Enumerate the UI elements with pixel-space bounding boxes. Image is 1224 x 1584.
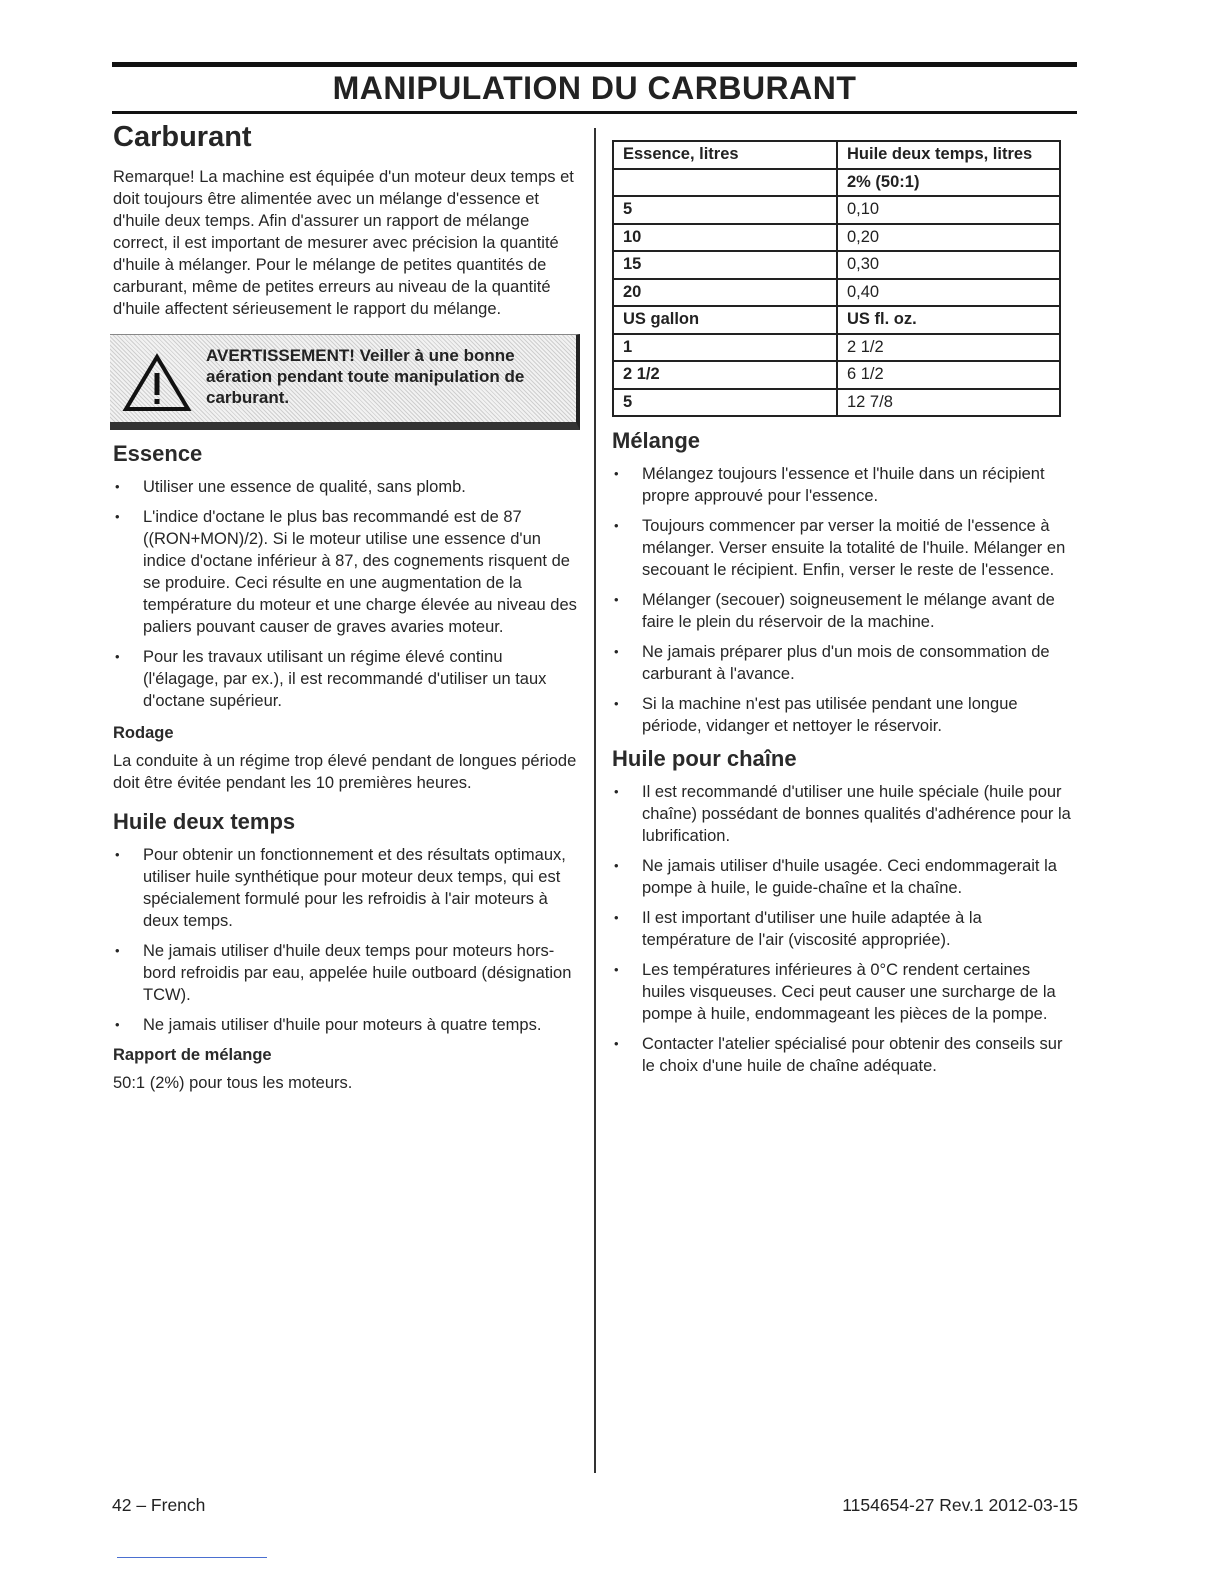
table-row xyxy=(613,389,1060,417)
table-cell: 0,10 xyxy=(837,196,1060,224)
list-item: • Contacter l'atelier spécialisé pour obtenir des conseils sur le choix d'une huile de chaîne adéquate. xyxy=(612,1033,1074,1077)
list-item: • Toujours commencer par verser la moitié de l'essence à mélanger. Verser ensuite la totalité de l'huile. Mélanger en secouant le récipient. Enfin, verser le reste de l'essence. xyxy=(612,515,1074,581)
table-cell: 6 1/2 xyxy=(837,361,1060,389)
table-cell: 2 1/2 xyxy=(837,334,1060,362)
section-title-essence: Essence xyxy=(113,441,203,466)
table-row xyxy=(613,251,1060,279)
table-row xyxy=(613,196,1060,224)
table-row xyxy=(613,306,1060,334)
section-title-rodage: Rodage xyxy=(113,724,174,742)
warning-text: AVERTISSEMENT! Veiller à une bonne aération pendant toute manipulation de carburant. xyxy=(206,346,525,407)
huile-list xyxy=(113,844,578,1036)
column-divider xyxy=(594,128,596,1473)
table-row xyxy=(613,224,1060,252)
chaine-list xyxy=(612,781,1074,1077)
mix-table xyxy=(612,140,1061,417)
section-title-melange: Mélange xyxy=(612,428,701,453)
list-item: • Ne jamais utiliser d'huile pour moteurs à quatre temps. xyxy=(113,1014,578,1036)
right-column xyxy=(612,140,1074,1085)
header-rule-bottom xyxy=(112,111,1077,114)
list-item: • L'indice d'octane le plus bas recommandé est de 87 ((RON+MON)/2). Si le moteur utilise une essence d'un indice d'octane inférieur à 87, des cognements risquent de se produire. Ceci résulte en une augmentation de la température du moteur et une charge élevée au niveau des paliers pouvant causer de graves avaries moteur. xyxy=(113,506,578,638)
table-cell: 1 xyxy=(613,334,837,362)
page-number: 42 – French xyxy=(112,1495,206,1515)
list-item: • Utiliser une essence de qualité, sans plomb. xyxy=(113,476,578,498)
table-cell: 12 7/8 xyxy=(837,389,1060,417)
list-item: • Ne jamais utiliser d'huile usagée. Ceci endommagerait la pompe à huile, le guide-chaîne et la chaîne. xyxy=(612,855,1074,899)
table-cell: 15 xyxy=(613,251,837,279)
table-cell: 5 xyxy=(613,196,837,224)
table-cell: 2% (50:1) xyxy=(837,169,1060,197)
rapport-paragraph: 50:1 (2%) pour tous les moteurs. xyxy=(113,1074,353,1092)
rodage-paragraph: La conduite à un régime trop élevé pendant de longues période doit être évitée pendant les 10 premières heures. xyxy=(113,752,577,792)
table-cell: 5 xyxy=(613,389,837,417)
table-cell: US gallon xyxy=(613,306,837,334)
list-item: • Il est important d'utiliser une huile adaptée à la température de l'air (viscosité appropriée). xyxy=(612,907,1074,951)
section-title-carburant: Carburant xyxy=(113,121,252,153)
table-cell: US fl. oz. xyxy=(837,306,1060,334)
table-row xyxy=(613,279,1060,307)
table-cell: 10 xyxy=(613,224,837,252)
document-id: 1154654-27 Rev.1 2012-03-15 xyxy=(842,1495,1078,1515)
table-cell: 2 1/2 xyxy=(613,361,837,389)
table-cell: 0,30 xyxy=(837,251,1060,279)
list-item: • Ne jamais utiliser d'huile deux temps pour moteurs hors-bord refroidis par eau, appelée huile outboard (désignation TCW). xyxy=(113,940,578,1006)
list-item: • Pour les travaux utilisant un régime élevé continu (l'élagage, par ex.), il est recommandé d'utiliser un taux d'octane supérieur. xyxy=(113,646,578,712)
page-title: MANIPULATION DU CARBURANT xyxy=(332,70,857,106)
table-row xyxy=(613,169,1060,197)
section-title-rapport: Rapport de mélange xyxy=(113,1046,272,1064)
table-cell: 0,40 xyxy=(837,279,1060,307)
table-cell: Essence, litres xyxy=(613,141,837,169)
list-item: • Pour obtenir un fonctionnement et des résultats optimaux, utiliser huile synthétique pour moteur deux temps, qui est spécialement formulé pour les refroidis à l'air moteurs à deux temps. xyxy=(113,844,578,932)
intro-paragraph: Remarque! La machine est équipée d'un moteur deux temps et doit toujours être alimentée avec un mélange d'essence et d'huile deux temps. Afin d'assurer un rapport de mélange correct, il est important de mesurer avec précision la quantité d'huile à mélanger. Pour le mélange de petites quantités de carburant, même de petites erreurs au niveau de la quantité d'huile affectent sérieusement le rapport du mélange. xyxy=(113,168,574,318)
table-cell: Huile deux temps, litres xyxy=(837,141,1060,169)
list-item: • Ne jamais préparer plus d'un mois de consommation de carburant à l'avance. xyxy=(612,641,1074,685)
header-rule-top xyxy=(112,62,1077,67)
table-row xyxy=(613,141,1060,169)
list-item: • Il est recommandé d'utiliser une huile spéciale (huile pour chaîne) possédant de bonnes qualités d'adhérence pour la lubrification. xyxy=(612,781,1074,847)
list-item: • Mélanger (secouer) soigneusement le mélange avant de faire le plein du réservoir de la machine. xyxy=(612,589,1074,633)
section-title-huile-chaine: Huile pour chaîne xyxy=(612,746,797,771)
section-title-huile-deux-temps: Huile deux temps xyxy=(113,809,296,834)
table-cell xyxy=(613,169,837,197)
list-item: • Les températures inférieures à 0°C rendent certaines huiles visqueuses. Ceci peut causer une surcharge de la pompe à huile, endommageant les pièces de la pompe. xyxy=(612,959,1074,1025)
melange-list xyxy=(612,463,1074,737)
essence-list xyxy=(113,476,578,712)
table-cell: 0,20 xyxy=(837,224,1060,252)
table-row xyxy=(613,334,1060,362)
bottom-rule xyxy=(117,1557,267,1558)
table-row xyxy=(613,361,1060,389)
list-item: • Mélangez toujours l'essence et l'huile dans un récipient propre approuvé pour l'essence. xyxy=(612,463,1074,507)
list-item: • Si la machine n'est pas utilisée pendant une longue période, vidanger et nettoyer le réservoir. xyxy=(612,693,1074,737)
warning-box xyxy=(110,334,580,430)
left-column xyxy=(113,118,578,1094)
warning-triangle-icon xyxy=(122,353,192,413)
table-cell: 20 xyxy=(613,279,837,307)
